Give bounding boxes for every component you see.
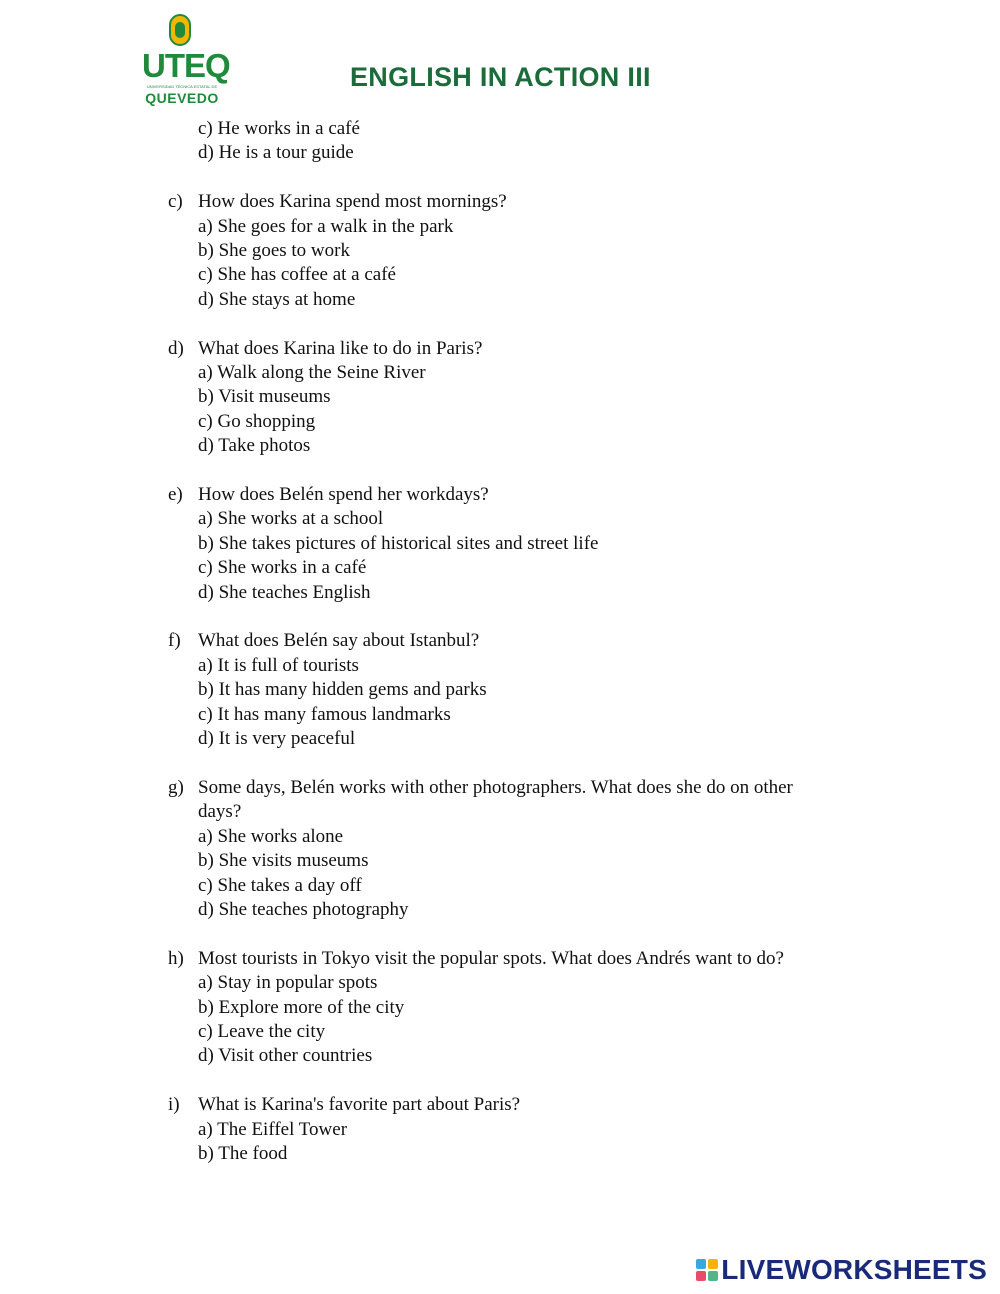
answer-option[interactable]: d) She stays at home xyxy=(198,288,356,310)
question-marker: e) xyxy=(168,484,183,506)
question-block xyxy=(168,1093,828,1166)
answer-option[interactable]: a) Walk along the Seine River xyxy=(198,362,426,384)
answer-option[interactable]: d) Visit other countries xyxy=(198,1045,373,1067)
answer-option[interactable]: b) She takes pictures of historical sites and street life xyxy=(198,532,599,554)
answer-option[interactable]: a) She goes for a walk in the park xyxy=(198,215,454,237)
question-text: What does Belén say about Istanbul? xyxy=(198,630,480,652)
answer-option[interactable]: b) The food xyxy=(198,1142,288,1164)
question-text: Most tourists in Tokyo visit the popular spots. What does Andrés want to do? xyxy=(198,947,784,969)
question-block xyxy=(168,776,828,922)
answer-option[interactable]: b) She visits museums xyxy=(198,850,369,872)
answer-option[interactable]: a) The Eiffel Tower xyxy=(198,1118,348,1140)
answer-option[interactable]: c) Leave the city xyxy=(198,1020,326,1042)
answer-option[interactable]: d) He is a tour guide xyxy=(198,142,354,164)
brand-block xyxy=(696,1271,706,1281)
brand-text: LIVEWORKSHEETS xyxy=(721,1254,987,1285)
brand-block xyxy=(696,1259,706,1269)
answer-option[interactable]: a) It is full of tourists xyxy=(198,654,359,676)
question-block xyxy=(168,117,828,166)
question-block xyxy=(168,629,828,751)
document-title: ENGLISH IN ACTION III xyxy=(350,62,651,92)
question-text: How does Karina spend most mornings? xyxy=(198,191,507,213)
question-block xyxy=(168,483,828,605)
question-block xyxy=(168,190,828,312)
liveworksheets-logo[interactable] xyxy=(696,1253,987,1287)
answer-option[interactable]: a) She works at a school xyxy=(198,508,384,530)
answer-option[interactable]: a) Stay in popular spots xyxy=(198,972,378,994)
answer-option[interactable]: c) She has coffee at a café xyxy=(198,264,396,286)
question-text: Some days, Belén works with other photographers. What does she do on other days? xyxy=(198,776,793,823)
question-marker: h) xyxy=(168,947,184,969)
question-marker: f) xyxy=(168,630,181,652)
logo-city: QUEVEDO xyxy=(145,90,219,106)
brand-blocks-icon xyxy=(696,1259,718,1281)
question-text: What is Karina's favorite part about Paris? xyxy=(198,1094,521,1116)
answer-option[interactable]: c) It has many famous landmarks xyxy=(198,703,451,725)
answer-option[interactable]: d) Take photos xyxy=(198,435,311,457)
answer-option[interactable]: b) She goes to work xyxy=(198,240,350,262)
answer-option[interactable]: a) She works alone xyxy=(198,825,344,847)
answer-option[interactable]: c) He works in a café xyxy=(198,118,360,139)
crest-icon xyxy=(169,14,191,46)
answer-option[interactable]: c) Go shopping xyxy=(198,410,316,432)
answer-option[interactable]: c) She takes a day off xyxy=(198,874,362,896)
question-marker: d) xyxy=(168,337,184,359)
question-marker: i) xyxy=(168,1094,180,1116)
answer-option[interactable]: b) It has many hidden gems and parks xyxy=(198,679,487,701)
question-marker: g) xyxy=(168,776,184,798)
question-marker: c) xyxy=(168,191,183,213)
logo-university-name: UNIVERSIDAD TÉCNICA ESTATAL DE xyxy=(146,84,218,89)
question-list xyxy=(168,117,828,1191)
answer-option[interactable]: b) Visit museums xyxy=(198,386,331,408)
question-text: How does Belén spend her workdays? xyxy=(198,484,489,506)
answer-option[interactable]: d) It is very peaceful xyxy=(198,728,356,750)
answer-option[interactable]: c) She works in a café xyxy=(198,557,367,579)
page-header xyxy=(0,0,1000,110)
answer-option[interactable]: d) She teaches English xyxy=(198,581,371,603)
question-text: What does Karina like to do in Paris? xyxy=(198,337,483,359)
question-block xyxy=(168,947,828,1069)
question-block xyxy=(168,337,828,459)
answer-option[interactable]: b) Explore more of the city xyxy=(198,996,405,1018)
brand-block xyxy=(708,1259,718,1269)
brand-block xyxy=(708,1271,718,1281)
uteq-logo xyxy=(140,14,230,106)
answer-option[interactable]: d) She teaches photography xyxy=(198,898,409,920)
logo-abbreviation: UTEQ xyxy=(142,47,230,84)
